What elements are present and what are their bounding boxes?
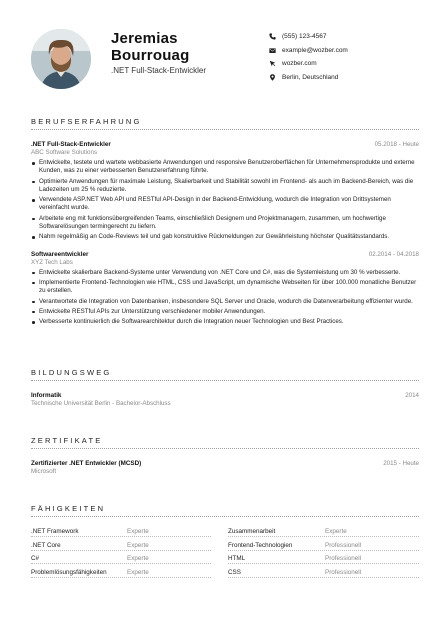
education-entry [31, 391, 419, 408]
first-name: Jeremias [111, 30, 178, 47]
experience-section [31, 116, 419, 328]
list-item: Entwickelte skalierbare Backend-Systeme unter Verwendung von .NET Core und C#, was die Systemleistung um 30 % verbesserte. [31, 269, 419, 277]
section-title: FÄHIGKEITEN [31, 504, 106, 513]
skill-name: Frontend-Technologien [228, 541, 293, 549]
contact-phone [268, 30, 348, 44]
list-item: Entwickelte RESTful APIs zur Unterstützung verschiedener mobiler Anwendungen. [31, 308, 419, 316]
certificate-entry [31, 459, 419, 476]
job-bullets [31, 159, 419, 242]
profile-photo [31, 29, 91, 89]
email-text[interactable]: example@wozber.com [282, 46, 348, 54]
skills-section [31, 503, 419, 582]
skill-row [31, 554, 419, 568]
skill-level: Experte [127, 528, 149, 535]
skill-name: CSS [228, 569, 241, 577]
skill-level: Experte [127, 555, 149, 563]
job-company: XYZ Tech Labs [31, 258, 73, 266]
skill-divider [228, 563, 419, 564]
certificate-title: Zertifizierter .NET Entwickler (MCSD) [31, 460, 142, 467]
section-divider [31, 516, 419, 517]
list-item: Nahm regelmäßig an Code-Reviews teil und gab konstruktive Rückmeldungen zur Gewährleistung höchster Qualitätsstandards. [31, 233, 419, 241]
contact-location [268, 71, 348, 85]
last-name: Bourrouag [111, 47, 190, 64]
location-text: Berlin, Deutschland [282, 73, 339, 81]
skill-level: Experte [127, 541, 149, 549]
job-dates: 02.2014 - 04.2018 [368, 250, 419, 258]
skill-row [31, 541, 419, 555]
job-entry [31, 250, 419, 327]
list-item: Verbesserte kontinuierlich die Softwarearchitektur durch die Integration neuer Technologien und Best Practices. [31, 318, 419, 326]
school-name: Technische Universität Berlin - Bachelor-Abschluss [31, 400, 171, 407]
skill-divider [31, 563, 211, 564]
job-bullets [31, 269, 419, 327]
contact-email [268, 44, 348, 58]
list-item: Arbeitete eng mit funktionsübergreifenden Teams, einschließlich Designern und Projektmanagern, zusammen, um hochwertige Softwarelösungen termingerecht zu liefern. [31, 215, 419, 232]
skill-divider [228, 536, 419, 537]
skill-name: .NET Core [31, 541, 61, 549]
skill-level: Experte [127, 569, 149, 577]
contact-website [268, 57, 348, 71]
skill-level: Professionell [325, 541, 362, 549]
skills-grid [31, 527, 419, 582]
section-title: BILDUNGSWEG [31, 368, 112, 377]
job-entry [31, 140, 419, 242]
phone-text: (555) 123-4567 [282, 33, 327, 41]
certificates-section [31, 435, 419, 476]
email-icon [268, 46, 276, 54]
section-divider [31, 448, 419, 449]
skill-name: HTML [228, 555, 246, 563]
list-item: Optimierte Anwendungen für maximale Leistung, Skalierbarkeit und Stabilität sowohl im Frontend- als auch im Backend-Bereich, was die Ladezeiten um 25 % reduzierte. [31, 178, 419, 195]
skill-divider [31, 536, 211, 537]
job-title: Softwareentwickler [31, 250, 89, 258]
location-pin-icon [268, 73, 276, 81]
list-item: Implementierte Frontend-Technologien wie HTML, CSS und JavaScript, um dynamische Webseiten für über 100.000 monatliche Benutzer zu erstellen. [31, 279, 419, 296]
section-divider [31, 380, 419, 381]
list-item: Verwendete ASP.NET Web API und RESTful API-Design in der Backend-Entwicklung, wodurch die Integration von Drittsystemen vereinfacht wurde. [31, 196, 419, 213]
degree-title: Informatik [31, 392, 62, 399]
skill-level: Professionell [325, 555, 362, 563]
link-icon [268, 60, 276, 68]
contact-list [268, 30, 348, 84]
job-role: .NET Full-Stack-Entwickler [111, 66, 206, 75]
skill-level: Professionell [325, 569, 362, 577]
section-title: ZERTIFIKATE [31, 436, 103, 445]
skill-name: .NET Framework [31, 528, 79, 535]
skill-name: Zusammenarbeit [228, 528, 276, 535]
website-text[interactable]: wozber.com [282, 60, 317, 68]
skill-divider [228, 577, 419, 578]
skill-row [31, 568, 419, 582]
phone-icon [268, 33, 276, 41]
list-item: Verantwortete die Integration von Datenbanken, insbesondere SQL Server und Oracle, wodurch die Datenverarbeitung effizienter wurde. [31, 298, 419, 306]
certificate-date: 2015 - Heute [383, 460, 419, 467]
job-title: .NET Full-Stack-Entwickler [31, 141, 111, 148]
section-title: BERUFSERFAHRUNG [31, 117, 142, 126]
list-item: Entwickelte, testete und wartete webbasierte Anwendungen und responsive Benutzeroberflächen für Unternehmensprodukte und externe Kunden, was zu einer verbesserten Benutzererfahrung führte. [31, 159, 419, 176]
skill-name: C# [31, 555, 40, 563]
skill-name: Problemlösungsfähigkeiten [31, 569, 107, 577]
certificate-issuer: Microsoft [31, 468, 57, 475]
education-section [31, 367, 419, 408]
section-divider [31, 129, 419, 130]
skill-row [31, 527, 419, 541]
skill-divider [31, 550, 211, 551]
job-company: ABC Software Solutions [31, 149, 98, 156]
skill-level: Experte [325, 528, 347, 535]
candidate-name [111, 30, 251, 64]
job-dates: 05.2018 - Heute [374, 141, 419, 148]
skill-divider [228, 550, 419, 551]
avatar [31, 29, 91, 89]
skill-divider [31, 577, 211, 578]
education-date: 2014 [405, 392, 419, 399]
